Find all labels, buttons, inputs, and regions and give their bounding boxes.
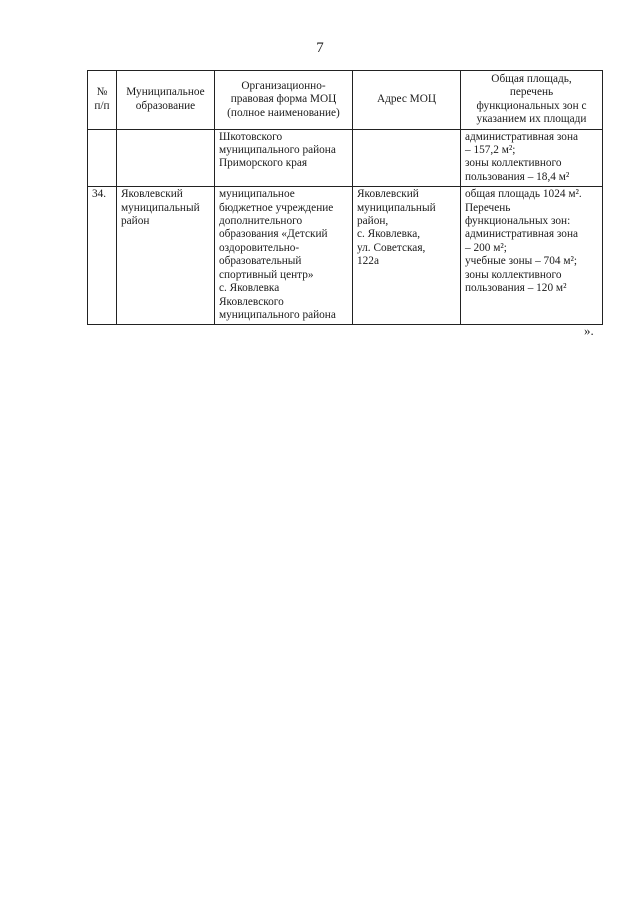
table-header-row <box>88 71 603 130</box>
area-line: пользования – 18,4 м² <box>465 170 570 183</box>
cell-address <box>353 129 461 187</box>
cell-municipality <box>117 129 215 187</box>
area-line: – 157,2 м²; <box>465 144 516 157</box>
cell-area <box>461 187 603 325</box>
area-line: – 200 м²; <box>465 241 507 254</box>
moc-table <box>87 70 603 325</box>
cell-num: 34. <box>88 187 117 325</box>
header-municipality: Муниципальное образование <box>117 71 215 130</box>
area-line: зоны коллективного <box>465 268 562 281</box>
area-line: административная зона <box>465 130 579 143</box>
area-line: функциональных зон: <box>465 215 571 228</box>
page-number: 7 <box>316 40 324 56</box>
table-row <box>88 129 603 187</box>
area-line: пользования – 120 м² <box>465 282 567 295</box>
closing-quote-mark: ». <box>584 323 594 338</box>
area-line: административная зона <box>465 228 579 241</box>
header-org-form: Организационно- правовая форма МОЦ (полное наименование) <box>215 71 353 130</box>
header-num: № п/п <box>88 71 117 130</box>
area-line: зоны коллективного <box>465 157 562 170</box>
area-line: Перечень <box>465 201 511 214</box>
cell-org-form: муниципальное бюджетное учреждение дополнительного образования «Детский оздоровительно- образовательный спортивный центр» с. Яковлевка Яковлевского муниципального района <box>215 187 353 325</box>
header-address: Адрес МОЦ <box>353 71 461 130</box>
cell-municipality: Яковлевский муниципальный район <box>117 187 215 325</box>
header-area: Общая площадь, перечень функциональных зон с указанием их площади <box>461 71 603 130</box>
cell-org-form: Шкотовского муниципального района Приморского края <box>215 129 353 187</box>
table-row <box>88 187 603 325</box>
area-line: учебные зоны – 704 м²; <box>465 255 577 268</box>
cell-area <box>461 129 603 187</box>
area-line: общая площадь 1024 м². <box>465 188 582 201</box>
cell-address: Яковлевский муниципальный район, с. Яковлевка, ул. Советская, 122а <box>353 187 461 325</box>
cell-num <box>88 129 117 187</box>
